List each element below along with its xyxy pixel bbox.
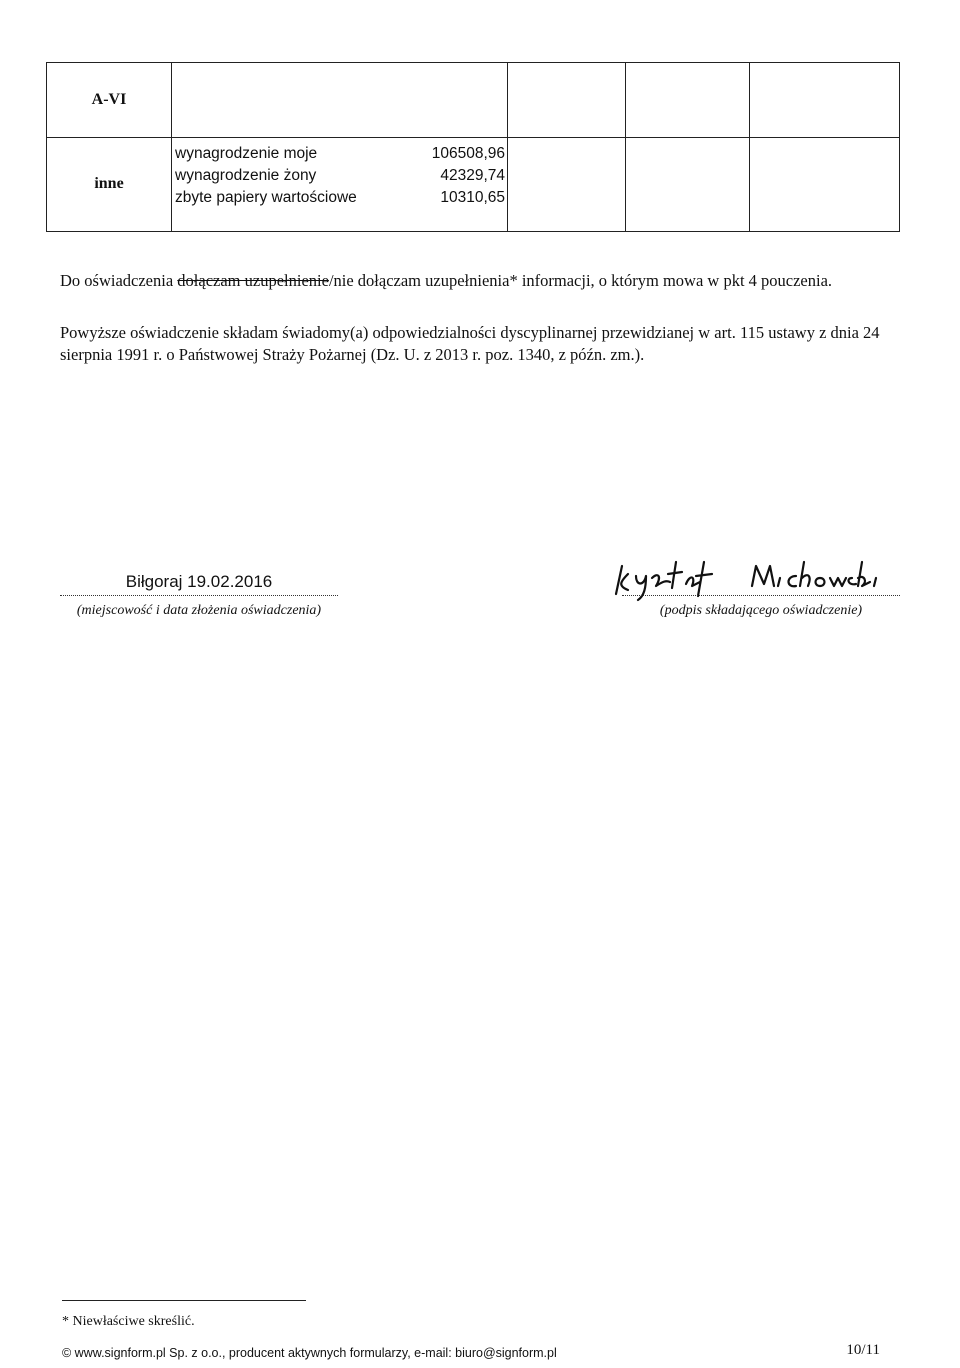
statement-suffix: /nie dołączam uzupełnienia* informacji, o którym mowa w pkt 4 pouczenia.	[328, 271, 833, 290]
row-label-inne: inne	[94, 175, 124, 192]
income-items	[175, 143, 375, 209]
item-value: 10310,65	[440, 189, 505, 206]
page-number: 10/11	[846, 1342, 880, 1358]
table-col-divider	[507, 63, 508, 231]
signature-caption: (podpis składającego oświadczenie)	[659, 603, 863, 618]
footnote: * Niewłaściwe skreślić.	[62, 1314, 195, 1329]
signature-line	[622, 595, 900, 596]
table-col-divider	[171, 63, 172, 231]
table-row-divider	[47, 137, 899, 138]
declaration-text: Powyższe oświadczenie składam świadomy(a) odpowiedzialności dyscyplinarnej przewidzianej w art. 115 ustawy z dnia 24 sierpnia 1991 r. o Państwowej Straży Pożarnej (Dz. U. z 2013 r. poz. 1340, z późn. zm.).	[60, 323, 880, 364]
place-date-caption: (miejscowość i data złożenia oświadczenia)	[76, 603, 322, 618]
table-col-divider	[625, 63, 626, 231]
place-date-value: Biłgoraj 19.02.2016	[125, 572, 273, 591]
item-value: 42329,74	[440, 167, 505, 184]
item-name: wynagrodzenie moje	[175, 145, 318, 162]
item-name: wynagrodzenie żony	[175, 167, 317, 184]
table-col-divider	[749, 63, 750, 231]
statement-prefix: Do oświadczenia	[60, 271, 178, 290]
attachment-statement	[60, 270, 890, 292]
place-date-line	[60, 595, 338, 596]
footer-publisher: © www.signform.pl Sp. z o.o., producent aktywnych formularzy, e-mail: biuro@signform.pl	[62, 1346, 557, 1360]
row-label-a-vi: A-VI	[91, 91, 127, 108]
income-values	[377, 143, 505, 209]
item-value: 106508,96	[431, 145, 505, 162]
statement-struck-text: dołączam uzupełnienie	[177, 271, 329, 290]
item-name: zbyte papiery wartościowe	[175, 189, 357, 206]
footnote-rule	[62, 1300, 306, 1301]
assets-table	[46, 62, 900, 232]
